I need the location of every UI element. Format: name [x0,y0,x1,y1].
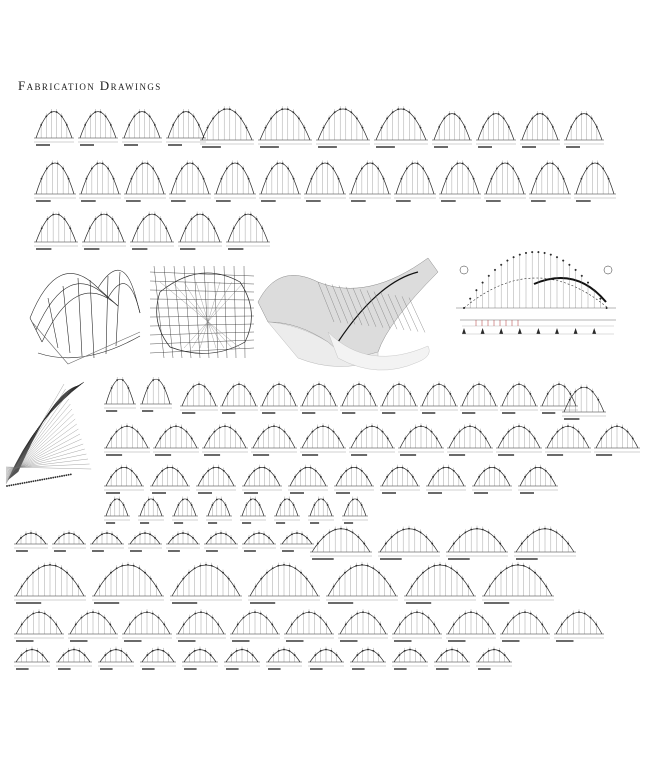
arch-elevation-icon [196,465,236,494]
arch-elevation-icon [130,211,174,250]
arch-elevation-icon [594,423,640,456]
arch-elevation-icon [153,423,199,456]
arch-elevation-icon [150,465,190,494]
arch-elevation-icon [316,106,370,148]
arch-elevation-icon [280,530,314,552]
arch-elevation-icon [380,465,420,494]
arch-elevation-icon [172,497,198,524]
arch-elevation-icon [460,381,498,414]
arch-elevation-icon [394,160,436,202]
arch-elevation-icon [349,423,395,456]
arch-elevation-icon [200,106,254,148]
arch-elevation-icon [545,423,591,456]
arch-elevation-icon [288,465,328,494]
arch-elevation-icon [178,211,222,250]
arch-elevation-icon [574,160,616,202]
arch-elevation-icon [398,423,444,456]
arch-elevation-icon [482,562,554,604]
arch-elevation-icon [176,609,226,642]
arch-elevation-icon [432,111,472,148]
arch-elevation-icon [300,381,338,414]
member-detail-icon [456,251,616,334]
arch-elevation-icon [476,111,516,148]
arch-elevation-icon [258,106,312,148]
arch-elevation-icon [392,609,442,642]
arch-elevation-icon [420,381,458,414]
arch-elevation-icon [251,423,297,456]
arch-elevation-icon [500,381,538,414]
arch-elevation-icon [14,530,48,552]
arch-elevation-icon [34,160,76,202]
arch-elevation-icon [78,109,118,146]
arch-elevation-icon [180,381,218,414]
arch-elevation-icon [529,160,571,202]
arch-elevation-icon [204,530,238,552]
arch-elevation-icon [259,160,301,202]
arch-elevation-icon [230,609,280,642]
arch-elevation-icon [166,109,206,146]
arch-elevation-icon [300,423,346,456]
arch-elevation-icon [220,381,258,414]
surface-render-icon [258,258,438,370]
arch-elevation-icon [404,562,476,604]
arch-elevation-icon [104,465,144,494]
arch-elevation-icon [340,381,378,414]
arch-elevation-icon [122,109,162,146]
arch-elevation-icon [52,530,86,552]
arch-elevation-icon [128,530,162,552]
arch-elevation-icon [104,377,136,412]
arch-elevation-icon [14,609,64,642]
arch-elevation-icon [392,647,428,670]
arch-elevation-icon [514,526,576,560]
arch-elevation-icon [214,160,256,202]
arch-elevation-icon [426,465,466,494]
arch-elevation-icon [518,465,558,494]
arch-elevation-icon [82,211,126,250]
arch-elevation-icon [446,526,508,560]
arch-elevation-icon [374,106,428,148]
arch-elevation-icon [98,647,134,670]
arch-elevation-icon [260,381,298,414]
arch-elevation-icon [562,385,606,420]
arch-elevation-icon [170,562,242,604]
arch-elevation-icon [342,497,368,524]
arch-elevation-icon [166,530,200,552]
arch-elevation-icon [554,609,604,642]
arch-elevation-icon [140,647,176,670]
arch-elevation-icon [349,160,391,202]
arch-elevation-icon [564,111,604,148]
arch-elevation-icon [202,423,248,456]
arch-elevation-icon [240,497,266,524]
arch-elevation-icon [14,647,50,670]
arch-elevation-icon [104,423,150,456]
arch-elevation-icon [248,562,320,604]
arch-elevation-icon [68,609,118,642]
fan-projection-icon [6,382,91,487]
arch-elevation-icon [439,160,481,202]
arch-elevation-icon [496,423,542,456]
arch-elevation-icon [274,497,300,524]
arch-elevation-icon [34,109,74,146]
arch-elevation-icon [242,465,282,494]
arch-elevation-icon [56,647,92,670]
arch-elevation-icon [476,647,512,670]
arch-elevation-icon [140,377,172,412]
arch-elevation-icon [122,609,172,642]
arch-elevation-icon [242,530,276,552]
arch-elevation-icon [79,160,121,202]
arch-elevation-icon [90,530,124,552]
arch-elevation-icon [304,160,346,202]
arch-elevation-icon [266,647,302,670]
arch-elevation-icon [500,609,550,642]
arch-elevation-icon [434,647,470,670]
arch-elevation-icon [326,562,398,604]
arch-elevation-icon [34,211,78,250]
arch-elevation-icon [92,562,164,604]
arch-elevation-icon [310,526,372,560]
arch-elevation-icon [380,381,418,414]
plan-grid-icon [150,266,254,358]
arch-elevation-icon [540,381,578,414]
arch-elevation-icon [308,497,334,524]
arch-elevation-icon [447,423,493,456]
arch-elevation-icon [206,497,232,524]
arch-elevation-icon [138,497,164,524]
arch-elevation-icon [350,647,386,670]
arch-elevation-set [14,106,640,670]
arch-elevation-icon [226,211,270,250]
arch-elevation-icon [446,609,496,642]
arch-elevation-icon [472,465,512,494]
arch-elevation-icon [104,497,130,524]
arch-elevation-icon [520,111,560,148]
arch-elevation-icon [378,526,440,560]
arch-elevation-icon [308,647,344,670]
arch-elevation-icon [169,160,211,202]
arch-elevation-icon [224,647,260,670]
arch-elevation-icon [124,160,166,202]
arch-elevation-icon [484,160,526,202]
arch-elevation-icon [334,465,374,494]
page-title: Fabrication Drawings [18,78,162,93]
arch-elevation-icon [338,609,388,642]
arch-elevation-icon [284,609,334,642]
arch-elevation-icon [182,647,218,670]
perspective-icon [30,270,140,364]
arch-elevation-icon [14,562,86,604]
